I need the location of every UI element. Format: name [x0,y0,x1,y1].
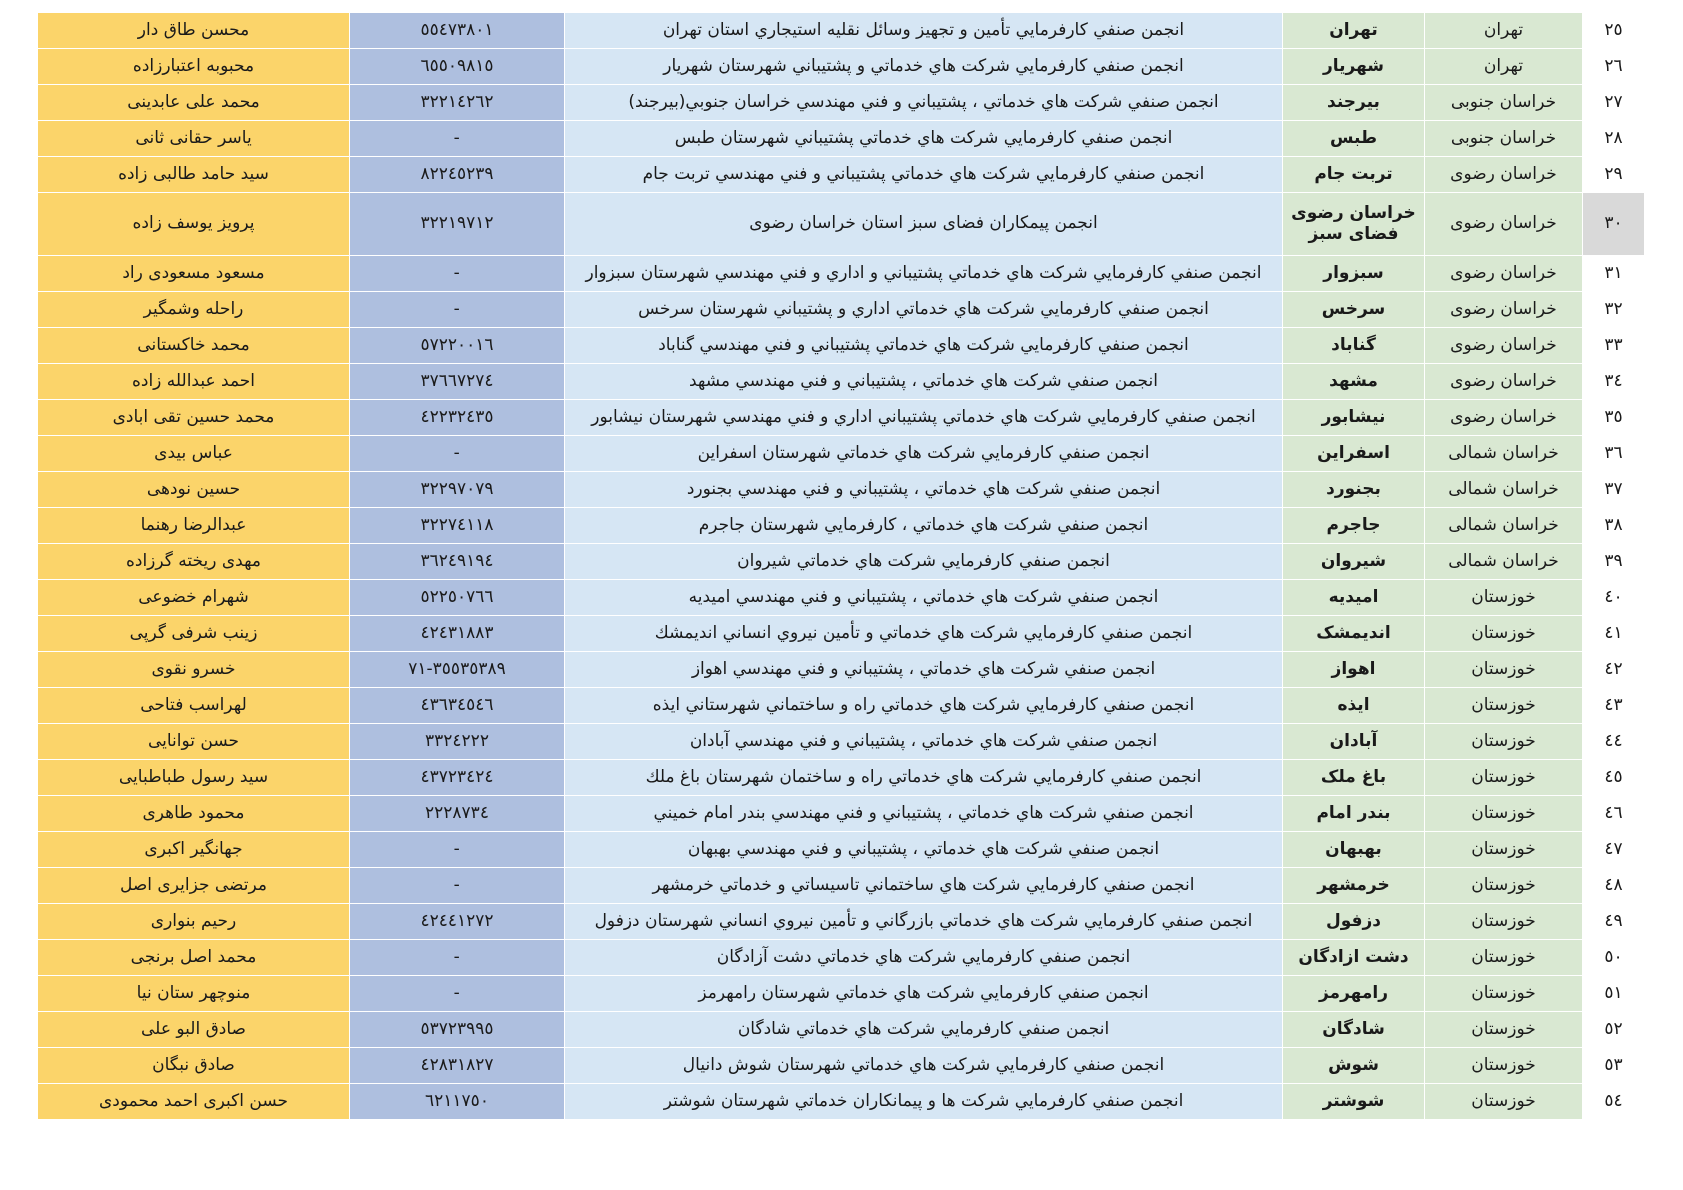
cell-city: آبادان [1283,724,1425,760]
table-row [38,400,1645,436]
cell-city: طبس [1283,121,1425,157]
cell-province: خراسان شمالی [1425,472,1583,508]
cell-manager: عبدالرضا رهنما [38,508,350,544]
cell-row-number: ٢٩ [1583,157,1645,193]
cell-province: خوزستان [1425,760,1583,796]
cell-manager: خسرو نقوی [38,652,350,688]
cell-association-name: انجمن صنفي كارفرمايي شركت هاي خدماتي و پشتيباني شهرستان شهريار [565,49,1283,85]
cell-phone: - [350,256,565,292]
cell-city: خراسان رضوی فضای سبز [1283,193,1425,256]
cell-province: خراسان رضوی [1425,193,1583,256]
cell-phone: ٤٢٤٣١٨٨٣ [350,616,565,652]
cell-phone: ٣٢٢٩٧٠٧٩ [350,472,565,508]
table-row [38,193,1645,256]
cell-province: خوزستان [1425,1084,1583,1120]
table-row [38,292,1645,328]
table-row [38,688,1645,724]
cell-phone: ٣٢٢٧٤١١٨ [350,508,565,544]
cell-row-number: ٣٢ [1583,292,1645,328]
cell-association-name: انجمن صنفي شركت هاي خدماتي ، پشتيباني و فني مهندسي خراسان جنوبي(بيرجند) [565,85,1283,121]
cell-province: خوزستان [1425,940,1583,976]
cell-province: تهران [1425,49,1583,85]
cell-row-number: ٣٥ [1583,400,1645,436]
cell-association-name: انجمن صنفي شركت هاي خدماتي ، پشتيباني و فني مهندسي بندر امام خميني [565,796,1283,832]
cell-province: خراسان رضوی [1425,157,1583,193]
cell-province: خوزستان [1425,976,1583,1012]
cell-row-number: ٣٩ [1583,544,1645,580]
cell-city: سبزوار [1283,256,1425,292]
cell-city: باغ ملک [1283,760,1425,796]
cell-association-name: انجمن صنفي كارفرمايي شركت هاي خدماتي اداري و پشتيباني شهرستان سرخس [565,292,1283,328]
cell-province: خوزستان [1425,868,1583,904]
cell-province: خراسان رضوی [1425,256,1583,292]
cell-phone: ٦٥٥٠٩٨١٥ [350,49,565,85]
cell-association-name: انجمن صنفي كارفرمايي شركت هاي خدماتي شيروان [565,544,1283,580]
cell-manager: محسن طاق دار [38,13,350,49]
cell-row-number: ٢٦ [1583,49,1645,85]
cell-phone: - [350,976,565,1012]
cell-manager: منوچهر ستان نیا [38,976,350,1012]
cell-city: اهواز [1283,652,1425,688]
cell-city: سرخس [1283,292,1425,328]
cell-phone: ٤٢٤٤١٢٧٢ [350,904,565,940]
cell-phone: ٦٢١١٧٥٠ [350,1084,565,1120]
table-row [38,13,1645,49]
cell-association-name: انجمن صنفي كارفرمايي شركت هاي خدماتي پشتيباني و اداري و فني مهندسي شهرستان سبزوار [565,256,1283,292]
table-row [38,616,1645,652]
cell-association-name: انجمن صنفي كارفرمايي شركت هاي خدماتي دشت آزادگان [565,940,1283,976]
cell-row-number: ٥٠ [1583,940,1645,976]
cell-association-name: انجمن صنفي كارفرمايي شركت هاي خدماتي پشتيباني شهرستان طبس [565,121,1283,157]
table-row [38,760,1645,796]
cell-city: شوشتر [1283,1084,1425,1120]
cell-manager: محمود طاهری [38,796,350,832]
cell-row-number: ٣٣ [1583,328,1645,364]
cell-association-name: انجمن صنفي شركت هاي خدماتي ، كارفرمايي شهرستان جاجرم [565,508,1283,544]
cell-row-number: ٤١ [1583,616,1645,652]
cell-phone: ٢٢٢٨٧٣٤ [350,796,565,832]
cell-manager: مرتضی جزایری اصل [38,868,350,904]
cell-phone: ٣٥٥٣٥٣٨٩-٧١ [350,652,565,688]
cell-city: شادگان [1283,1012,1425,1048]
cell-manager: حسن اکبری احمد محمودی [38,1084,350,1120]
cell-row-number: ٤٦ [1583,796,1645,832]
cell-city: تربت جام [1283,157,1425,193]
cell-association-name: انجمن صنفي شركت هاي خدماتي ، پشتيباني و فني مهندسي اميديه [565,580,1283,616]
cell-row-number: ٤٨ [1583,868,1645,904]
cell-province: خوزستان [1425,616,1583,652]
cell-manager: جهانگیر اکبری [38,832,350,868]
cell-manager: سید حامد طالبی زاده [38,157,350,193]
table-row [38,652,1645,688]
cell-association-name: انجمن صنفي كارفرمايي شركت هاي خدماتي پشتيباني و فني مهندسي گناباد [565,328,1283,364]
table-body [38,13,1645,1120]
cell-phone: - [350,832,565,868]
cell-manager: زینب شرفی گرپی [38,616,350,652]
cell-association-name: انجمن صنفي شركت هاي خدماتي ، پشتيباني و فني مهندسي مشهد [565,364,1283,400]
cell-row-number: ٣٧ [1583,472,1645,508]
cell-manager: مسعود مسعودی راد [38,256,350,292]
cell-manager: عباس بیدی [38,436,350,472]
cell-province: خوزستان [1425,688,1583,724]
cell-province: خراسان شمالی [1425,544,1583,580]
cell-association-name: انجمن صنفي كارفرمايي تأمين و تجهيز وسائل نقليه استيجاري استان تهران [565,13,1283,49]
cell-manager: احمد عبدالله زاده [38,364,350,400]
cell-manager: سید رسول طباطبایی [38,760,350,796]
cell-row-number: ٣١ [1583,256,1645,292]
cell-manager: حسین نودهی [38,472,350,508]
cell-province: خراسان رضوی [1425,364,1583,400]
table-row [38,85,1645,121]
cell-manager: پرویز یوسف زاده [38,193,350,256]
cell-association-name: انجمن صنفي كارفرمايي شركت هاي خدماتي راه و ساختماني شهرستاني ايذه [565,688,1283,724]
cell-manager: محمد اصل برنجی [38,940,350,976]
table-row [38,1084,1645,1120]
table-row [38,328,1645,364]
table-row [38,580,1645,616]
cell-association-name: انجمن صنفي كارفرمايي شركت هاي خدماتي بازرگاني و تأمين نيروي انساني شهرستان دزفول [565,904,1283,940]
cell-phone: ٤٢٢٣٢٤٣٥ [350,400,565,436]
cell-manager: صادق نبگان [38,1048,350,1084]
cell-row-number: ٥٣ [1583,1048,1645,1084]
cell-city: بیرجند [1283,85,1425,121]
cell-association-name: انجمن پیمکاران فضای سبز استان خراسان رضوی [565,193,1283,256]
cell-association-name: انجمن صنفي كارفرمايي شركت هاي خدماتي پشتيباني اداري و فني مهندسي شهرستان نيشابور [565,400,1283,436]
cell-row-number: ٢٥ [1583,13,1645,49]
cell-row-number: ٤٣ [1583,688,1645,724]
cell-association-name: انجمن صنفي كارفرمايي شركت هاي خدماتي و تأمين نيروي انساني انديمشك [565,616,1283,652]
cell-manager: محمد علی عابدینی [38,85,350,121]
cell-city: مشهد [1283,364,1425,400]
cell-manager: صادق البو علی [38,1012,350,1048]
cell-row-number: ٤٢ [1583,652,1645,688]
cell-row-number: ٣٤ [1583,364,1645,400]
cell-phone: ٥٣٧٢٣٩٩٥ [350,1012,565,1048]
table-row [38,1012,1645,1048]
table-row [38,724,1645,760]
table-row [38,256,1645,292]
table-row [38,904,1645,940]
cell-city: شوش [1283,1048,1425,1084]
cell-association-name: انجمن صنفي كارفرمايي شركت ها و پيمانكاران خدماتي شهرستان شوشتر [565,1084,1283,1120]
cell-phone: - [350,121,565,157]
cell-phone: - [350,436,565,472]
cell-manager: راحله وشمگیر [38,292,350,328]
cell-province: تهران [1425,13,1583,49]
cell-phone: - [350,940,565,976]
table-row [38,976,1645,1012]
cell-city: شیروان [1283,544,1425,580]
cell-association-name: انجمن صنفي شركت هاي خدماتي ، پشتيباني و فني مهندسي آبادان [565,724,1283,760]
table-row [38,364,1645,400]
cell-city: اندیمشک [1283,616,1425,652]
cell-phone: ٣٢٢١٤٢٦٢ [350,85,565,121]
table-row [38,796,1645,832]
table-row [38,544,1645,580]
cell-row-number: ٥١ [1583,976,1645,1012]
cell-manager: حسن توانایی [38,724,350,760]
cell-manager: یاسر حقانی ثانی [38,121,350,157]
cell-city: دزفول [1283,904,1425,940]
cell-province: خوزستان [1425,904,1583,940]
cell-province: خراسان جنوبی [1425,121,1583,157]
cell-city: بهبهان [1283,832,1425,868]
cell-association-name: انجمن صنفي كارفرمايي شركت هاي خدماتي شهرستان شوش دانيال [565,1048,1283,1084]
cell-association-name: انجمن صنفي شركت هاي خدماتي ، پشتيباني و فني مهندسي بهبهان [565,832,1283,868]
cell-phone: ٥٧٢٢٠٠١٦ [350,328,565,364]
cell-manager: محمد حسین تقی ابادی [38,400,350,436]
cell-row-number: ٣٠ [1583,193,1645,256]
cell-province: خوزستان [1425,1012,1583,1048]
cell-row-number: ٣٨ [1583,508,1645,544]
table-row [38,868,1645,904]
cell-city: جاجرم [1283,508,1425,544]
cell-city: شهریار [1283,49,1425,85]
cell-phone: - [350,292,565,328]
cell-manager: محمد خاکستانی [38,328,350,364]
cell-province: خوزستان [1425,1048,1583,1084]
cell-province: خوزستان [1425,580,1583,616]
table-row [38,472,1645,508]
cell-row-number: ٢٨ [1583,121,1645,157]
cell-manager: محبوبه اعتبارزاده [38,49,350,85]
cell-association-name: انجمن صنفي كارفرمايي شركت هاي خدماتي شهرستان رامهرمز [565,976,1283,1012]
cell-city: رامهرمز [1283,976,1425,1012]
table-row [38,508,1645,544]
cell-row-number: ٤٧ [1583,832,1645,868]
cell-province: خراسان رضوی [1425,328,1583,364]
cell-phone: ٣٢٢١٩٧١٢ [350,193,565,256]
cell-association-name: انجمن صنفي كارفرمايي شركت هاي خدماتي پشتيباني و فني مهندسي تربت جام [565,157,1283,193]
cell-row-number: ٥٢ [1583,1012,1645,1048]
cell-phone: ٨٢٢٤٥٢٣٩ [350,157,565,193]
cell-phone: ٣٦٢٤٩١٩٤ [350,544,565,580]
cell-association-name: انجمن صنفي كارفرمايي شركت هاي ساختماني تاسيساتي و خدماتي خرمشهر [565,868,1283,904]
cell-row-number: ٢٧ [1583,85,1645,121]
cell-association-name: انجمن صنفي كارفرمايي شركت هاي خدماتي راه و ساختمان شهرستان باغ ملك [565,760,1283,796]
cell-city: گناباد [1283,328,1425,364]
cell-manager: شهرام خضوعی [38,580,350,616]
cell-row-number: ٤٠ [1583,580,1645,616]
cell-row-number: ٥٤ [1583,1084,1645,1120]
cell-phone: ٣٣٢٤٢٢٢ [350,724,565,760]
cell-phone: - [350,868,565,904]
table-row [38,157,1645,193]
cell-city: بجنورد [1283,472,1425,508]
cell-row-number: ٤٥ [1583,760,1645,796]
table-row [38,121,1645,157]
cell-province: خوزستان [1425,652,1583,688]
cell-row-number: ٣٦ [1583,436,1645,472]
cell-manager: رحیم بنواری [38,904,350,940]
table-row [38,940,1645,976]
cell-phone: ٤٣٧٢٣٤٢٤ [350,760,565,796]
associations-table [37,12,1645,1120]
cell-city: بندر امام [1283,796,1425,832]
cell-row-number: ٤٩ [1583,904,1645,940]
cell-province: خوزستان [1425,724,1583,760]
cell-city: نیشابور [1283,400,1425,436]
cell-association-name: انجمن صنفي كارفرمايي شركت هاي خدماتي شادگان [565,1012,1283,1048]
cell-city: ایذه [1283,688,1425,724]
table-row [38,49,1645,85]
cell-province: خراسان رضوی [1425,292,1583,328]
cell-city: تهران [1283,13,1425,49]
cell-phone: ٤٢٨٣١٨٢٧ [350,1048,565,1084]
table-row [38,832,1645,868]
cell-province: خراسان شمالی [1425,436,1583,472]
table-row [38,436,1645,472]
cell-phone: ٥٢٢٥٠٧٦٦ [350,580,565,616]
cell-manager: لهراسب فتاحی [38,688,350,724]
cell-row-number: ٤٤ [1583,724,1645,760]
cell-city: امیدیه [1283,580,1425,616]
cell-phone: ٣٧٦٦٧٢٧٤ [350,364,565,400]
cell-phone: ٥٥٤٧٣٨٠١ [350,13,565,49]
cell-province: خراسان شمالی [1425,508,1583,544]
cell-association-name: انجمن صنفي شركت هاي خدماتي ، پشتيباني و فني مهندسي اهواز [565,652,1283,688]
cell-association-name: انجمن صنفي كارفرمايي شركت هاي خدماتي شهرستان اسفراين [565,436,1283,472]
cell-province: خوزستان [1425,832,1583,868]
cell-city: اسفراین [1283,436,1425,472]
cell-province: خراسان جنوبی [1425,85,1583,121]
cell-province: خوزستان [1425,796,1583,832]
cell-phone: ٤٣٦٣٤٥٤٦ [350,688,565,724]
cell-province: خراسان رضوی [1425,400,1583,436]
cell-manager: مهدی ریخته گرزاده [38,544,350,580]
table-row [38,1048,1645,1084]
cell-association-name: انجمن صنفي شركت هاي خدماتي ، پشتيباني و فني مهندسي بجنورد [565,472,1283,508]
cell-city: دشت ازادگان [1283,940,1425,976]
cell-city: خرمشهر [1283,868,1425,904]
